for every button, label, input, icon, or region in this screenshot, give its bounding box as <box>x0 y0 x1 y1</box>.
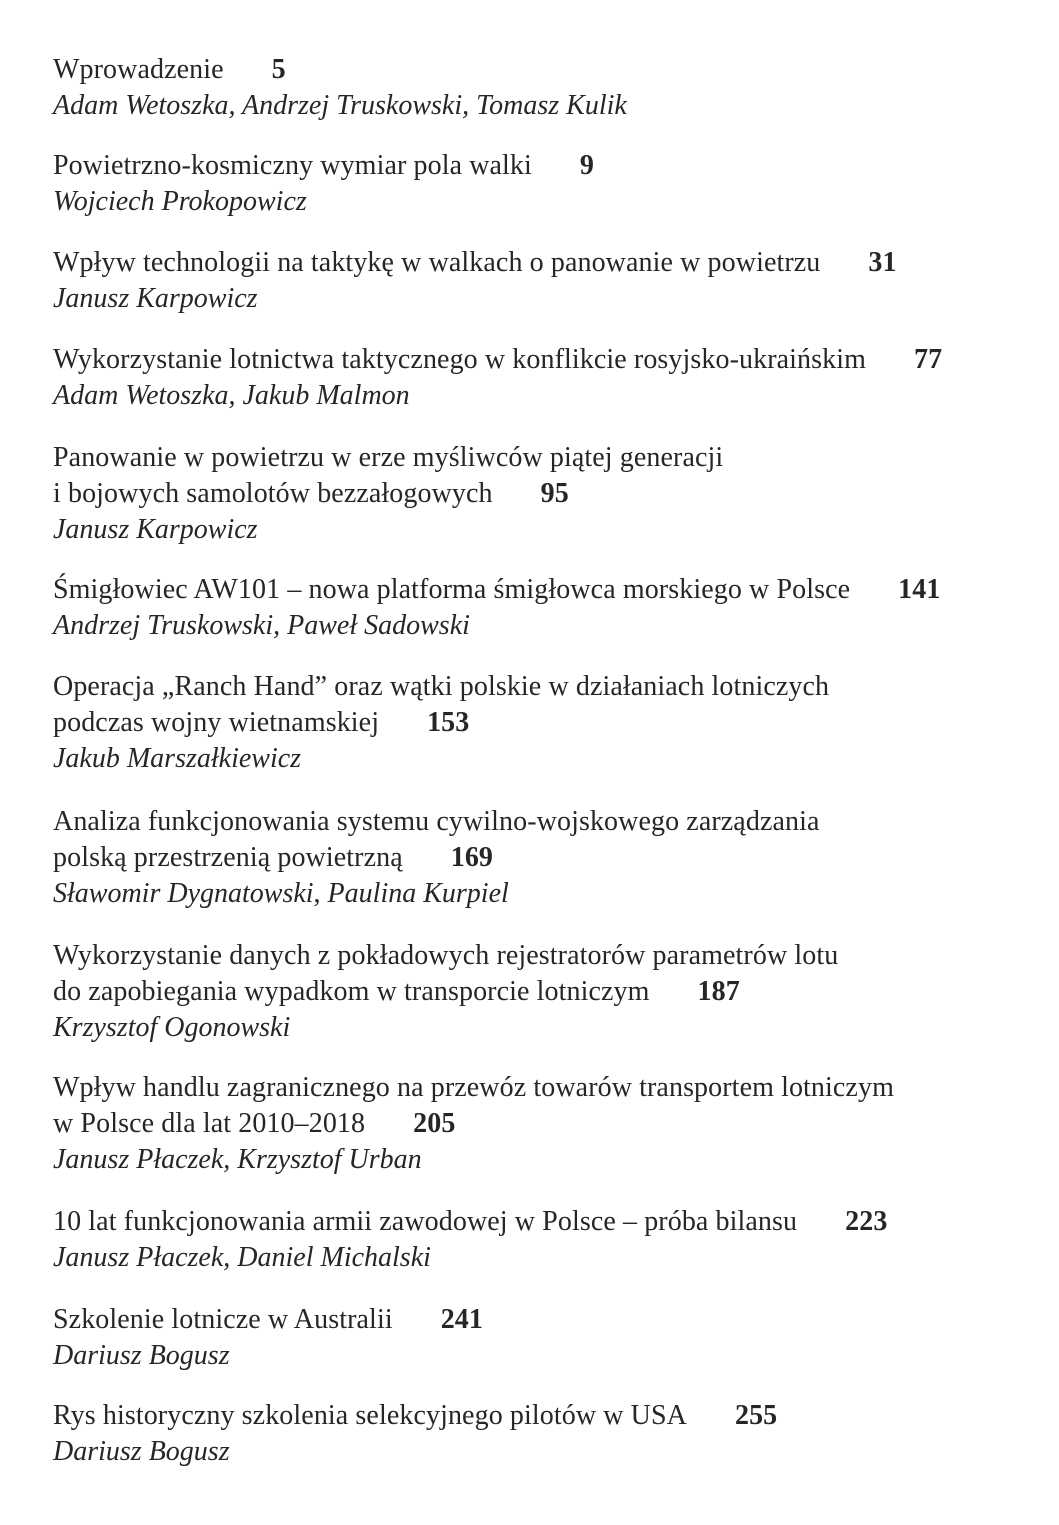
page-number: 223 <box>845 1206 888 1237</box>
entry-title-line <box>53 1106 894 1142</box>
entry-title-line <box>53 669 829 705</box>
entry-authors: Janusz Karpowicz <box>53 514 258 545</box>
page-number: 5 <box>271 54 286 85</box>
toc-entry <box>53 669 829 777</box>
page-number: 153 <box>427 707 470 738</box>
entry-authors: Janusz Płaczek, Daniel Michalski <box>53 1242 431 1273</box>
entry-authors: Janusz Płaczek, Krzysztof Urban <box>53 1144 422 1175</box>
entry-title-line <box>53 705 829 741</box>
entry-authors: Krzysztof Ogonowski <box>53 1012 291 1043</box>
page-number: 241 <box>440 1304 484 1335</box>
entry-title-line <box>53 1070 894 1106</box>
entry-authors: Sławomir Dygnatowski, Paulina Kurpiel <box>53 878 509 909</box>
toc-entry <box>53 148 594 220</box>
toc-entry <box>53 245 897 317</box>
entry-title: Operacja „Ranch Hand” oraz wątki polskie w działaniach lotniczych <box>53 671 830 702</box>
entry-title-line <box>53 342 942 378</box>
page-number: 255 <box>734 1400 778 1431</box>
entry-title-line <box>53 476 723 512</box>
page-number: 187 <box>697 976 740 1007</box>
entry-title-line <box>53 440 723 476</box>
entry-title-line <box>53 840 820 876</box>
entry-title-line <box>53 245 897 281</box>
toc-entry <box>53 440 723 548</box>
entry-title: Szkolenie lotnicze w Australii <box>53 1304 393 1335</box>
page-number: 9 <box>579 150 595 181</box>
entry-authors: Andrzej Truskowski, Paweł Sadowski <box>53 610 470 641</box>
entry-title: Wykorzystanie lotnictwa taktycznego w konflikcie rosyjsko-ukraińskim <box>53 344 867 375</box>
page-number: 169 <box>450 842 494 873</box>
entry-title: podczas wojny wietnamskiej <box>53 707 380 738</box>
entry-title: Analiza funkcjonowania systemu cywilno-wojskowego zarządzania <box>53 806 820 837</box>
page-number: 77 <box>914 344 943 375</box>
toc-entry <box>53 1398 777 1470</box>
entry-title-line <box>53 148 594 184</box>
toc-entry <box>53 1070 894 1178</box>
toc-entry <box>53 1204 887 1276</box>
entry-title: do zapobiegania wypadkom w transporcie lotniczym <box>53 976 650 1007</box>
toc-entry <box>53 572 940 644</box>
toc-entry <box>53 1302 483 1374</box>
entry-title-line <box>53 974 838 1010</box>
toc-entry <box>53 52 627 124</box>
entry-title-line <box>53 938 838 974</box>
toc-entry <box>53 342 942 414</box>
entry-title: Powietrzno-kosmiczny wymiar pola walki <box>53 150 532 181</box>
page-number: 141 <box>898 574 941 605</box>
entry-title-line <box>53 1204 887 1240</box>
entry-title: Wykorzystanie danych z pokładowych rejestratorów parametrów lotu <box>53 940 839 971</box>
entry-title: Śmigłowiec AW101 – nowa platforma śmigłowca morskiego w Polsce <box>53 574 851 605</box>
entry-title: Rys historyczny szkolenia selekcyjnego pilotów w USA <box>53 1400 687 1431</box>
entry-authors: Adam Wetoszka, Andrzej Truskowski, Tomasz Kulik <box>53 90 627 121</box>
entry-authors: Dariusz Bogusz <box>53 1340 230 1371</box>
entry-authors: Dariusz Bogusz <box>53 1436 230 1467</box>
entry-authors: Wojciech Prokopowicz <box>53 186 307 217</box>
entry-title: 10 lat funkcjonowania armii zawodowej w Polsce – próba bilansu <box>53 1206 798 1237</box>
toc-entry <box>53 804 820 912</box>
entry-title: Panowanie w powietrzu w erze myśliwców piątej generacji <box>53 442 724 473</box>
toc-entry <box>53 938 838 1046</box>
entry-title: Wpływ technologii na taktykę w walkach o panowanie w powietrzu <box>53 247 821 278</box>
entry-authors: Janusz Karpowicz <box>53 283 258 314</box>
page-number: 95 <box>540 478 569 509</box>
entry-title: Wpływ handlu zagranicznego na przewóz towarów transportem lotniczym <box>53 1072 894 1103</box>
entry-authors: Adam Wetoszka, Jakub Malmon <box>53 380 410 411</box>
entry-title-line <box>53 1398 777 1434</box>
page-number: 31 <box>868 247 897 278</box>
entry-title: Wprowadzenie <box>53 54 224 85</box>
entry-title-line <box>53 804 820 840</box>
page-number: 205 <box>413 1108 456 1139</box>
entry-title-line <box>53 52 627 88</box>
entry-title: i bojowych samolotów bezzałogowych <box>53 478 493 509</box>
entry-title-line <box>53 572 940 608</box>
entry-title: polską przestrzenią powietrzną <box>53 842 403 873</box>
entry-title-line <box>53 1302 483 1338</box>
entry-title: w Polsce dla lat 2010–2018 <box>53 1108 366 1139</box>
entry-authors: Jakub Marszałkiewicz <box>53 743 302 774</box>
